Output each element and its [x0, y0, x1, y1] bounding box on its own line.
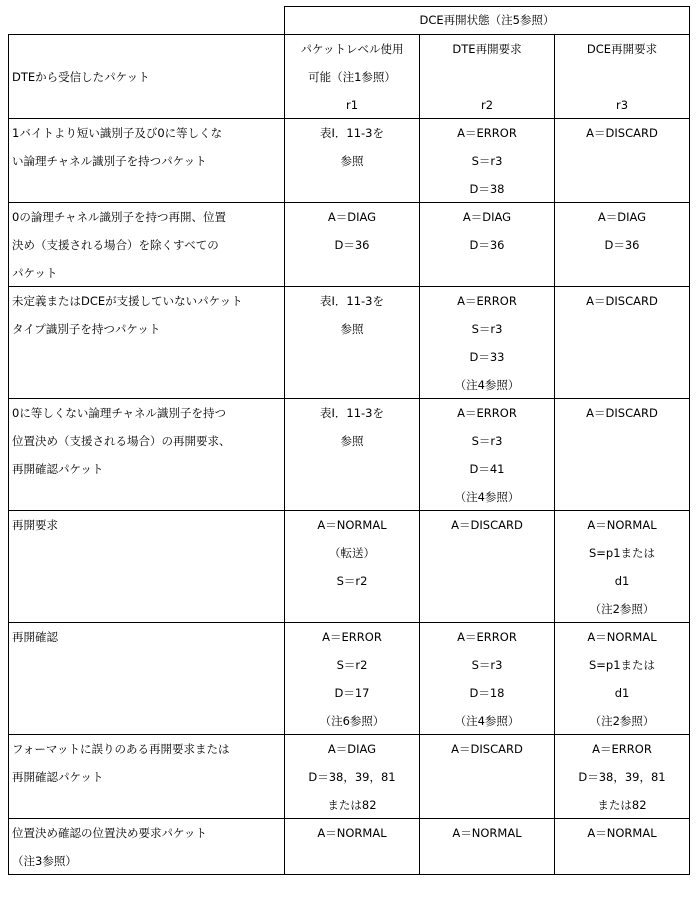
- packet-type-line: 決め（支援される場合）を除くすべての: [12, 238, 219, 252]
- packet-type-line: 再開確認パケット: [12, 462, 104, 476]
- packet-type-cell: [9, 623, 284, 734]
- action-line: D＝33: [469, 350, 505, 364]
- action-line: A＝DISCARD: [586, 406, 658, 420]
- action-line: 表I．11-3を: [320, 406, 384, 420]
- action-line: A＝DISCARD: [586, 126, 658, 140]
- state-r3-cell: [555, 119, 689, 202]
- action-line: A＝ERROR: [457, 406, 517, 420]
- packet-type-line: （注3参照）: [12, 854, 77, 868]
- action-line: A＝DISCARD: [451, 742, 523, 756]
- action-line: D＝17: [334, 686, 370, 700]
- action-line: d1: [614, 686, 630, 700]
- action-line: A＝NORMAL: [452, 826, 522, 840]
- action-line: S=p1または: [588, 658, 656, 672]
- action-line: S＝r2: [336, 658, 368, 672]
- column-header-line: DTE再開要求: [452, 42, 522, 56]
- action-line: または82: [327, 798, 377, 812]
- state-r2-cell: [420, 819, 554, 874]
- action-line: S=p1または: [588, 546, 656, 560]
- packet-type-cell: [9, 735, 284, 818]
- state-r1-cell: [285, 119, 419, 202]
- packet-type-line: 1バイトより短い識別子及び0に等しくな: [12, 126, 223, 140]
- packet-type-cell: [9, 511, 284, 622]
- action-line: A＝DIAG: [597, 210, 647, 224]
- state-r2-cell: [420, 287, 554, 398]
- action-line: S＝r3: [471, 322, 503, 336]
- action-line: S＝r3: [471, 658, 503, 672]
- row-header-cell: [9, 35, 284, 118]
- column-header-line: 可能（注1参照）: [308, 70, 396, 84]
- action-line: （注4参照）: [454, 378, 520, 392]
- action-line: D＝38: [469, 182, 505, 196]
- action-line: A＝NORMAL: [587, 826, 657, 840]
- packet-type-line: 再開要求: [12, 518, 58, 532]
- column-header-line: [555, 63, 689, 91]
- state-r2-cell: [420, 203, 554, 286]
- action-line: A＝NORMAL: [587, 630, 657, 644]
- state-r2-cell: [420, 511, 554, 622]
- column-header-r1: [285, 35, 419, 118]
- column-header-code: r1: [345, 98, 359, 112]
- packet-type-line: 再開確認パケット: [12, 770, 104, 784]
- column-header-code: r3: [615, 98, 629, 112]
- state-r3-cell: [555, 623, 689, 734]
- action-line: A＝NORMAL: [587, 518, 657, 532]
- action-line: 表I．11-3を: [320, 126, 384, 140]
- action-line: または82: [597, 798, 647, 812]
- packet-type-cell: [9, 119, 284, 202]
- state-r3-cell: [555, 735, 689, 818]
- action-line: A＝NORMAL: [317, 826, 387, 840]
- group-header-title: DCE再開状態（注5参照）: [419, 13, 555, 27]
- packet-type-cell: [9, 399, 284, 510]
- action-line: D＝41: [469, 462, 505, 476]
- action-line: D＝38，39，81: [578, 770, 666, 784]
- action-line: D＝36: [469, 238, 505, 252]
- action-line: A＝DIAG: [327, 742, 377, 756]
- state-r2-cell: [420, 119, 554, 202]
- state-r1-cell: [285, 203, 419, 286]
- action-line: A＝DIAG: [327, 210, 377, 224]
- packet-type-line: フォーマットに誤りのある再開要求または: [12, 742, 230, 756]
- action-line: A＝ERROR: [592, 742, 652, 756]
- action-line: D＝36: [604, 238, 640, 252]
- packet-type-cell: [9, 819, 284, 874]
- action-line: S＝r3: [471, 434, 503, 448]
- action-line: D＝18: [469, 686, 505, 700]
- action-line: D＝38，39，81: [308, 770, 396, 784]
- packet-type-line: い論理チャネル識別子を持つパケット: [12, 154, 207, 168]
- action-line: （注4参照）: [454, 714, 520, 728]
- column-header-line: パケットレベル使用: [300, 42, 404, 56]
- action-line: A＝ERROR: [457, 294, 517, 308]
- packet-type-line: 位置決め（支援される場合）の再開要求、: [12, 434, 231, 448]
- action-line: 表I．11-3を: [320, 294, 384, 308]
- action-line: 参照: [340, 434, 364, 448]
- packet-type-line: パケット: [12, 266, 58, 280]
- state-r3-cell: [555, 203, 689, 286]
- state-r1-cell: [285, 623, 419, 734]
- state-r2-cell: [420, 623, 554, 734]
- action-line: 参照: [340, 322, 364, 336]
- state-r1-cell: [285, 399, 419, 510]
- state-r3-cell: [555, 819, 689, 874]
- column-header-line: [420, 63, 554, 91]
- action-line: （転送）: [329, 546, 375, 560]
- group-header-cell: [285, 7, 689, 34]
- row-header-label: DTEから受信したパケット: [12, 70, 150, 84]
- action-line: A＝ERROR: [322, 630, 382, 644]
- action-line: （注2参照）: [589, 714, 655, 728]
- packet-type-line: 未定義またはDCEが支援していないパケット: [12, 294, 243, 308]
- state-r3-cell: [555, 399, 689, 510]
- action-line: A＝ERROR: [457, 630, 517, 644]
- column-header-line: DCE再開要求: [586, 42, 658, 56]
- action-line: A＝DIAG: [462, 210, 512, 224]
- packet-type-line: 再開確認: [12, 630, 58, 644]
- state-r1-cell: [285, 511, 419, 622]
- column-header-code: r2: [480, 98, 494, 112]
- action-line: （注6参照）: [319, 714, 385, 728]
- action-line: D＝36: [334, 238, 370, 252]
- grid-line: [689, 6, 690, 875]
- packet-type-line: タイプ識別子を持つパケット: [12, 322, 161, 336]
- packet-type-line: 位置決め確認の位置決め要求パケット: [12, 826, 207, 840]
- packet-type-line: 0に等しくない論理チャネル識別子を持つ: [12, 406, 226, 420]
- state-r1-cell: [285, 735, 419, 818]
- action-line: d1: [614, 574, 630, 588]
- column-header-r2: [420, 35, 554, 118]
- state-r1-cell: [285, 819, 419, 874]
- action-line: A＝ERROR: [457, 126, 517, 140]
- packet-type-cell: [9, 203, 284, 286]
- state-r3-cell: [555, 287, 689, 398]
- action-line: 参照: [340, 154, 364, 168]
- action-line: A＝DISCARD: [451, 518, 523, 532]
- column-header-r3: [555, 35, 689, 118]
- packet-type-line: 0の論理チャネル識別子を持つ再開、位置: [12, 210, 226, 224]
- state-r2-cell: [420, 399, 554, 510]
- state-r2-cell: [420, 735, 554, 818]
- state-r3-cell: [555, 511, 689, 622]
- action-line: S＝r3: [471, 154, 503, 168]
- action-line: A＝NORMAL: [317, 518, 387, 532]
- packet-type-cell: [9, 287, 284, 398]
- state-r1-cell: [285, 287, 419, 398]
- action-line: （注2参照）: [589, 602, 655, 616]
- action-line: （注4参照）: [454, 490, 520, 504]
- action-line: S＝r2: [336, 574, 368, 588]
- action-line: A＝DISCARD: [586, 294, 658, 308]
